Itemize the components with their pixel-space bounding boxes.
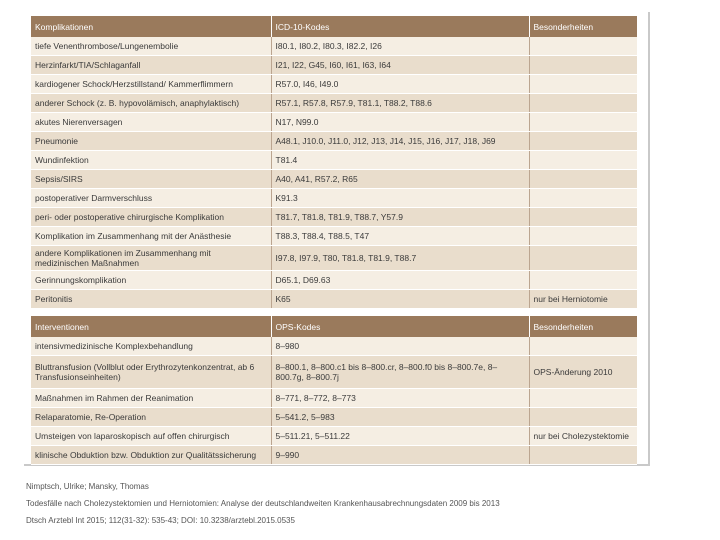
citation-title: Todesfälle nach Cholezystektomien und Herniotomien: Analyse der deutschlandweiten Krankenhausabrechnungsdaten 2009 bis 2013	[26, 499, 500, 508]
table-row	[31, 151, 637, 170]
citation-journal: Dtsch Arztebl Int 2015; 112(31-32): 535-43; DOI: 10.3238/arztebl.2015.0535	[26, 516, 295, 525]
table-row	[31, 189, 637, 208]
row-label: Maßnahmen im Rahmen der Reanimation	[31, 389, 271, 408]
table-row	[31, 75, 637, 94]
col-header-notes: Besonderheiten	[529, 316, 637, 337]
row-codes: K91.3	[271, 189, 529, 208]
row-codes: R57.1, R57.8, R57.9, T81.1, T88.2, T88.6	[271, 94, 529, 113]
table-row	[31, 170, 637, 189]
interventions-body	[31, 337, 637, 465]
table-row	[31, 337, 637, 356]
row-notes	[529, 408, 637, 427]
table-header-row	[31, 16, 637, 37]
row-codes: 8–771, 8–772, 8–773	[271, 389, 529, 408]
table-row	[31, 227, 637, 246]
row-notes	[529, 337, 637, 356]
row-notes	[529, 446, 637, 465]
row-codes: 8–800.1, 8–800.c1 bis 8–800.cr, 8–800.f0 bis 8–800.7e, 8–800.7g, 8–800.7j	[271, 356, 529, 389]
row-codes: A48.1, J10.0, J11.0, J12, J13, J14, J15, J16, J17, J18, J69	[271, 132, 529, 151]
complications-body	[31, 37, 637, 309]
row-label: andere Komplikationen im Zusammenhang mit medizinischen Maßnahmen	[31, 246, 271, 271]
table-row	[31, 290, 637, 309]
row-codes: I80.1, I80.2, I80.3, I82.2, I26	[271, 37, 529, 56]
row-label: kardiogener Schock/Herzstillstand/ Kammerflimmern	[31, 75, 271, 94]
table-row	[31, 208, 637, 227]
row-notes	[529, 208, 637, 227]
row-notes	[529, 271, 637, 290]
row-label: peri- oder postoperative chirurgische Komplikation	[31, 208, 271, 227]
row-notes	[529, 113, 637, 132]
row-label: anderer Schock (z. B. hypovolämisch, anaphylaktisch)	[31, 94, 271, 113]
row-label: Peritonitis	[31, 290, 271, 309]
row-label: Umsteigen von laparoskopisch auf offen chirurgisch	[31, 427, 271, 446]
row-notes	[529, 56, 637, 75]
row-codes: T81.7, T81.8, T81.9, T88.7, Y57.9	[271, 208, 529, 227]
row-label: Gerinnungskomplikation	[31, 271, 271, 290]
col-header-icd-codes: ICD-10-Kodes	[271, 16, 529, 37]
table-row	[31, 271, 637, 290]
row-codes: A40, A41, R57.2, R65	[271, 170, 529, 189]
row-label: Wundinfektion	[31, 151, 271, 170]
row-notes	[529, 389, 637, 408]
row-label: Komplikation im Zusammenhang mit der Anästhesie	[31, 227, 271, 246]
col-header-notes: Besonderheiten	[529, 16, 637, 37]
table-row	[31, 446, 637, 465]
row-codes: N17, N99.0	[271, 113, 529, 132]
table-row	[31, 56, 637, 75]
row-label: klinische Obduktion bzw. Obduktion zur Qualitätssicherung	[31, 446, 271, 465]
row-notes: nur bei Herniotomie	[529, 290, 637, 309]
row-notes	[529, 189, 637, 208]
table-row	[31, 132, 637, 151]
row-notes	[529, 170, 637, 189]
row-label: Sepsis/SIRS	[31, 170, 271, 189]
row-label: Bluttransfusion (Vollblut oder Erythrozytenkonzentrat, ab 6 Transfusionseinheiten)	[31, 356, 271, 389]
table-row	[31, 246, 637, 271]
col-header-interventions: Interventionen	[31, 316, 271, 337]
row-codes: 8–980	[271, 337, 529, 356]
row-notes	[529, 94, 637, 113]
row-label: intensivmedizinische Komplexbehandlung	[31, 337, 271, 356]
row-label: Herzinfarkt/TIA/Schlaganfall	[31, 56, 271, 75]
citation	[26, 478, 500, 529]
row-notes	[529, 37, 637, 56]
row-codes: I97.8, I97.9, T80, T81.8, T81.9, T88.7	[271, 246, 529, 271]
table-row	[31, 389, 637, 408]
row-codes: D65.1, D69.63	[271, 271, 529, 290]
citation-authors: Nimptsch, Ulrike; Mansky, Thomas	[26, 482, 149, 491]
row-notes	[529, 132, 637, 151]
row-codes: R57.0, I46, I49.0	[271, 75, 529, 94]
row-codes: T81.4	[271, 151, 529, 170]
row-notes	[529, 151, 637, 170]
table-row	[31, 113, 637, 132]
interventions-table	[31, 316, 637, 465]
row-notes	[529, 75, 637, 94]
table-row	[31, 408, 637, 427]
row-notes	[529, 246, 637, 271]
col-header-ops-codes: OPS-Kodes	[271, 316, 529, 337]
row-codes: 5–511.21, 5–511.22	[271, 427, 529, 446]
row-label: tiefe Venenthrombose/Lungenembolie	[31, 37, 271, 56]
complications-table	[31, 16, 637, 309]
row-codes: K65	[271, 290, 529, 309]
table-header-row	[31, 316, 637, 337]
row-label: Pneumonie	[31, 132, 271, 151]
row-notes: OPS-Änderung 2010	[529, 356, 637, 389]
row-codes: 9–990	[271, 446, 529, 465]
table-row	[31, 356, 637, 389]
row-label: akutes Nierenversagen	[31, 113, 271, 132]
row-codes: I21, I22, G45, I60, I61, I63, I64	[271, 56, 529, 75]
row-label: postoperativer Darmverschluss	[31, 189, 271, 208]
row-label: Relaparatomie, Re-Operation	[31, 408, 271, 427]
table-row	[31, 427, 637, 446]
row-codes: 5–541.2, 5–983	[271, 408, 529, 427]
row-notes: nur bei Cholezystektomie	[529, 427, 637, 446]
col-header-complications: Komplikationen	[31, 16, 271, 37]
table-row	[31, 37, 637, 56]
row-notes	[529, 227, 637, 246]
table-row	[31, 94, 637, 113]
row-codes: T88.3, T88.4, T88.5, T47	[271, 227, 529, 246]
